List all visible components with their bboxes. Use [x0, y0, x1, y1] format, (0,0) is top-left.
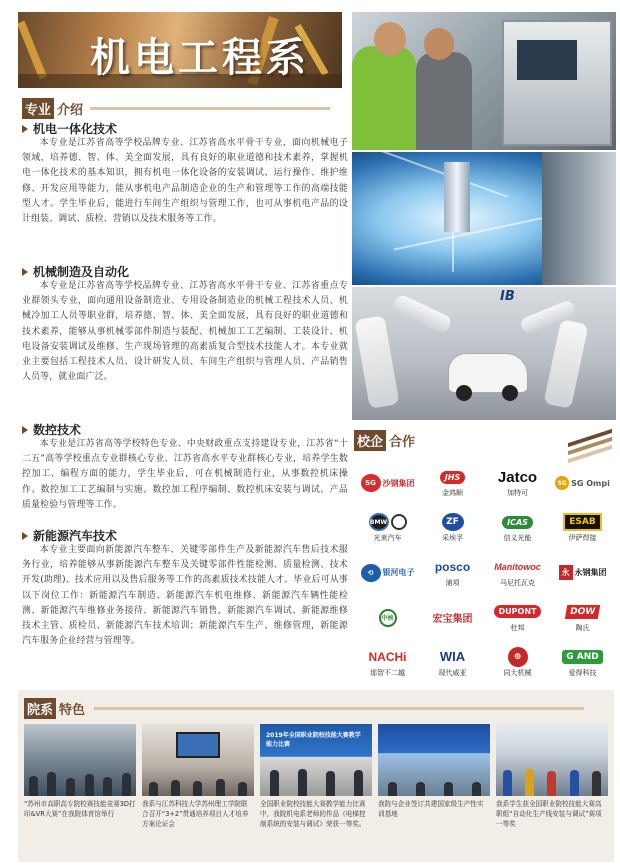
machine-graphic — [502, 20, 612, 146]
partner-name: 杜邦 — [510, 623, 525, 632]
feature-caption: 我院与企业签订共建国家级生产性实训基地 — [378, 800, 484, 818]
feature-photo — [260, 724, 372, 796]
partner-logo — [486, 552, 549, 595]
robot-arm-graphic — [354, 315, 399, 409]
projector-screen-graphic — [176, 732, 220, 758]
partner-logo-mark: ⊕ — [508, 648, 528, 666]
partner-name: 马尼托瓦克 — [500, 578, 535, 587]
triangle-bullet-icon — [22, 426, 28, 434]
robot-arm-graphic — [18, 21, 47, 80]
photo-cnc-machining — [352, 152, 616, 285]
feature-item — [260, 724, 372, 829]
partner-logo-mark: ZF — [442, 513, 464, 531]
partner-name: 陶氏 — [575, 623, 590, 632]
major-block — [22, 264, 348, 385]
partner-logo-mark: G AND — [562, 648, 603, 666]
feature-caption: “苏州市高职高专院校赛技能竞赛3D打印&VR大赛”在我院体育馆举行 — [24, 800, 136, 818]
partner-logo — [421, 596, 484, 639]
person-head-graphic — [374, 22, 406, 56]
partner-name: 信义光能 — [503, 534, 532, 543]
partner-logo-grid — [356, 462, 614, 684]
person-graphic — [416, 52, 472, 150]
light-line-graphic — [394, 215, 551, 250]
partner-logo — [551, 641, 614, 684]
majors-heading — [22, 98, 330, 118]
partner-name: 爱得科技 — [568, 668, 597, 677]
feature-item — [24, 724, 136, 819]
triangle-bullet-icon — [22, 532, 28, 540]
header-banner — [18, 12, 342, 88]
majors-heading-part-a: 专业 — [22, 98, 54, 119]
photo-robot-car-assembly — [352, 287, 616, 420]
person-head-graphic — [424, 28, 454, 60]
partner-logo — [486, 462, 549, 505]
features-heading — [24, 698, 584, 718]
partner-logo — [551, 596, 614, 639]
partner-logo-mark: ESAB — [563, 513, 601, 531]
partner-logo — [421, 462, 484, 505]
feature-caption: 我系学生获全国职业院校技能大赛高职组“自动化生产线安装与调试”赛项一等奖 — [496, 800, 602, 828]
major-block — [22, 121, 348, 227]
major-description: 本专业是江苏省高等学校品牌专业、江苏省高水平骨干专业，面向机械电子领域，培养德、智、体、美全面发展，具有良好的职业道德和技术素养，掌握机电一体化技术的基本知识，拥有机电一体化设备的安装调试、运行操作、维护维修、开发应用等能力，能从事机电产品制造企业的生产和管理等工作的高端技能型人才。学生毕业后，能进行车间生产组织与管理工作，也可从事机电产品的设计组装、调试、质检、营销以及技术服务等工作。 — [22, 138, 348, 225]
decorative-stripes — [568, 430, 612, 460]
partner-logo-mark: DOW — [566, 603, 599, 621]
major-title-text: 机电一体化技术 — [33, 122, 118, 136]
partner-logo — [356, 507, 419, 550]
partner-name: 光束汽车 — [373, 534, 402, 543]
partners-heading-part-b: 合作 — [389, 434, 416, 450]
major-description: 本专业是江苏省高等学校品牌专业、江苏省高水平骨干专业、江苏省重点专业群领头专业，面向通用设备制造业、专用设备制造业的机械工程技术人员、机械冷加工人员等职业群，培养德、智、体、美全面发展，具有良好的职业道德和技术素养，能够从事机械零部件制造与装配、机械加工工艺编制、工装设计、机电设备安装调试及维修、生产现场管理的高素质复合型技术技能人才。本专业就业主要包括工程技术人员、设计研发人员、车间生产组织与管理人员、产品销售人员等，就业面广泛。 — [22, 281, 348, 383]
people-graphic — [496, 768, 608, 796]
major-title-text: 数控技术 — [33, 423, 82, 437]
major-title — [22, 121, 348, 136]
partner-name: 同大机械 — [503, 668, 532, 677]
light-line-graphic — [376, 152, 508, 198]
partner-logo — [356, 462, 419, 505]
machine-panel-graphic — [542, 152, 616, 285]
partner-name: 采埃孚 — [442, 534, 463, 543]
partner-logo-mark: BMW — [369, 513, 407, 531]
partner-logo — [486, 641, 549, 684]
feature-item — [142, 724, 254, 829]
major-title — [22, 528, 348, 543]
feature-photo — [378, 724, 490, 796]
page-title: 机电工程系 — [90, 35, 310, 81]
partner-logo-mark: DUPONT — [494, 603, 542, 621]
partners-heading-part-a: 校企 — [354, 430, 386, 451]
partner-logo-mark: 宏宝集团 — [432, 614, 473, 626]
partner-logo — [486, 507, 549, 550]
partner-logo — [356, 641, 419, 684]
triangle-bullet-icon — [22, 125, 28, 133]
partner-logo — [486, 596, 549, 639]
partners-heading — [354, 430, 418, 450]
partner-logo-mark: 永 永钢集团 — [559, 564, 607, 582]
partner-logo-mark: ⟲ 银河电子 — [361, 564, 415, 582]
partner-logo — [421, 552, 484, 595]
features-heading-part-a: 院系 — [24, 698, 56, 719]
feature-caption: 全国职业院校技能大赛教学能力比赛中，我院机电系老师的作品《电梯控制系统的安装与调试》荣获一等奖。 — [260, 800, 366, 828]
major-block — [22, 422, 348, 513]
machine-screen-graphic — [517, 40, 577, 80]
partner-logo-mark: posco — [434, 559, 471, 574]
major-description: 本专业是江苏省高等学校特色专业、中央财政重点支持建设专业，江苏省“十二五”高等学校重点专业群核心专业、江苏省高水平专业群核心专业，培养学生数控加工、编程方面的能力，学生毕业后，可在机械制造行业，从事数控机床操作、数控加工工艺编制与实施、数控加工程序编制、数控机床安装与调试、产品质量检验与管理等工作。 — [22, 439, 348, 510]
partner-logo-mark: ICAS — [502, 513, 533, 531]
major-title — [22, 264, 348, 279]
partner-logo — [356, 552, 419, 595]
major-description: 本专业主要面向新能源汽车整车、关键零部件生产及新能源汽车售后技术服务行业，培养能够从事新能源汽车整车及关键零部件性能检测、质量检测、技术开发(助理)、技术应用以及售后服务等工作的高素质技术技能人才。毕业后可从事以下岗位工作：新能源汽车制造、新能源汽车机电维修、新能源汽车辆性能检测、新能源汽车维修业务接待、新能源汽车销售，新能源汽车调试、新能源维修技术主管、质检员、新能源汽车技术培训；新能源汽车生产、维修管理，新能源汽车服务企业经营与管理等。 — [22, 545, 348, 647]
feature-photo — [496, 724, 608, 796]
people-graphic — [378, 768, 490, 796]
partner-logo-mark: WIA — [439, 649, 466, 665]
photo-teachers-at-machine — [352, 12, 616, 150]
feature-photo — [24, 724, 136, 796]
wheel-graphic — [456, 385, 472, 401]
partner-logo-mark: Jatco — [497, 468, 538, 486]
partner-name: 现代威亚 — [438, 668, 467, 677]
partner-name: 那智不二越 — [370, 668, 405, 677]
people-graphic — [24, 768, 136, 796]
heading-rule — [90, 107, 330, 110]
people-graphic — [142, 768, 254, 796]
partner-logo — [551, 507, 614, 550]
partner-name: 金鸿顺 — [442, 489, 463, 498]
partner-name: 浦项 — [445, 578, 460, 587]
partner-name: 加特可 — [507, 489, 528, 498]
wheel-graphic — [502, 385, 518, 401]
partner-logo-mark: SG SG Ompi — [555, 474, 610, 492]
partner-name: 伊萨焊接 — [568, 534, 597, 543]
major-title-text: 机械制造及自动化 — [33, 265, 130, 279]
exhibition-sign: IB — [500, 289, 515, 304]
robot-arm-graphic — [543, 319, 588, 409]
major-title — [22, 422, 348, 437]
partner-logo-mark: JHS — [440, 468, 465, 486]
award-banner-text: 2019年全国职业院校技能大赛教学能力比赛 — [266, 732, 361, 748]
partner-logo — [421, 641, 484, 684]
cnc-tool-graphic — [444, 162, 470, 232]
partner-logo — [356, 596, 419, 639]
partner-logo — [551, 552, 614, 595]
partner-logo-mark: NACHi — [368, 649, 407, 664]
feature-photo — [142, 724, 254, 796]
partner-logo-mark: 中核 — [379, 609, 397, 627]
heading-rule — [94, 707, 584, 710]
partner-logo-mark: SG 沙钢集团 — [361, 474, 415, 492]
partner-logo — [421, 507, 484, 550]
feature-caption: 我系与江苏科技大学苏州理工学院联合召开“3+2”贯通培养项目人才培养方案论证会 — [142, 800, 249, 828]
features-heading-part-b: 特色 — [59, 702, 86, 718]
people-graphic — [260, 768, 372, 796]
feature-item — [496, 724, 608, 829]
person-graphic — [352, 46, 416, 150]
majors-heading-part-b: 介绍 — [57, 102, 84, 118]
robot-arm-graphic — [391, 293, 453, 335]
partner-logo — [551, 462, 614, 505]
triangle-bullet-icon — [22, 268, 28, 276]
major-title-text: 新能源汽车技术 — [33, 529, 118, 543]
feature-item — [378, 724, 490, 819]
major-block — [22, 528, 348, 649]
partner-logo-mark: Manitowoc — [494, 561, 541, 572]
